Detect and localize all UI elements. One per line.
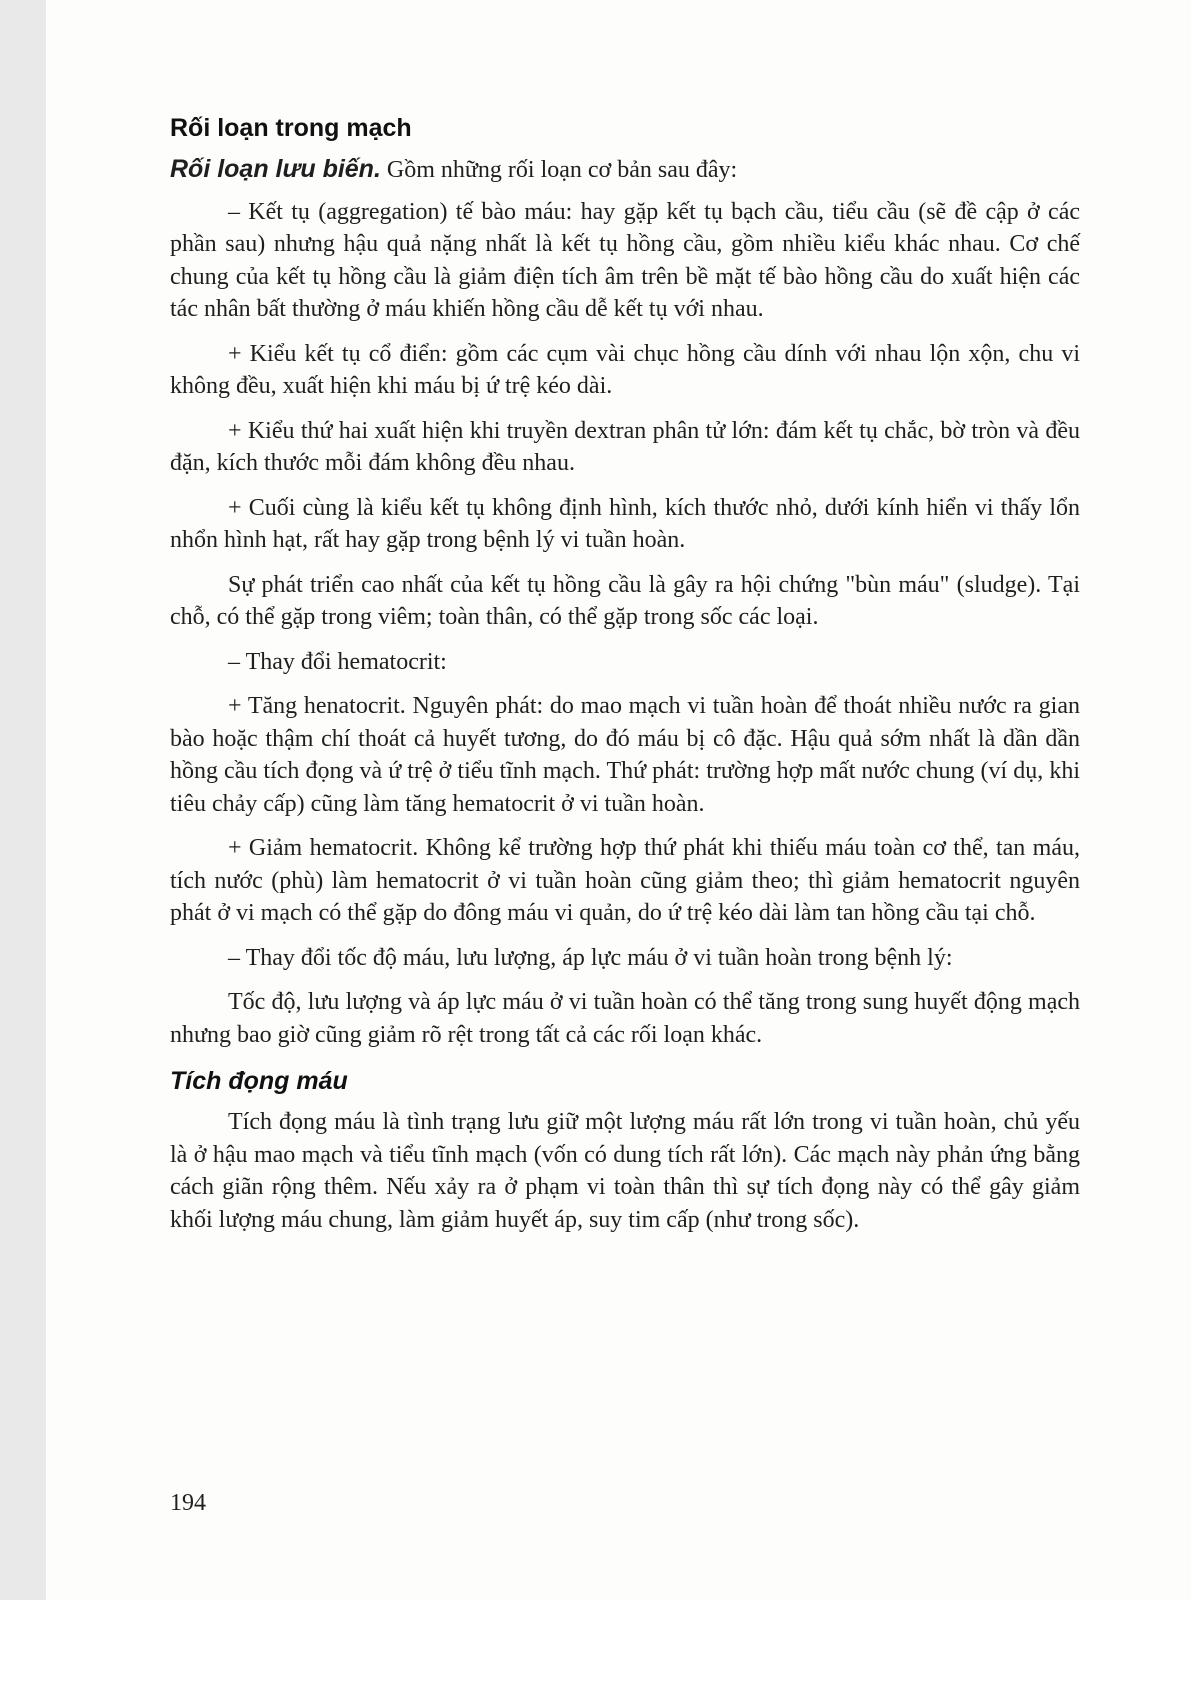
section2-heading: Tích đọng máu xyxy=(170,1067,348,1095)
page-body xyxy=(170,112,1080,1248)
section1-paragraphs xyxy=(170,196,1080,1052)
paragraph: + Kiểu kết tụ cổ điển: gồm các cụm vài chục hồng cầu dính với nhau lộn xộn, chu vi không đều, xuất hiện khi máu bị ứ trệ kéo dài. xyxy=(170,340,1080,399)
section1-lead xyxy=(170,153,1080,187)
page-number: 194 xyxy=(170,1490,206,1516)
paragraph: + Cuối cùng là kiểu kết tụ không định hình, kích thước nhỏ, dưới kính hiển vi thấy lổn nhổn hình hạt, rất hay gặp trong bệnh lý vi tuần hoàn. xyxy=(170,494,1080,553)
section2-paragraphs xyxy=(170,1106,1080,1236)
paragraph: + Giảm hematocrit. Không kể trường hợp thứ phát khi thiếu máu toàn cơ thể, tan máu, tích nước (phù) làm hematocrit ở vi tuần hoàn cũng giảm theo; thì giảm hematocrit nguyên phát ở vi mạch có thể gặp do đông máu vi quản, do ứ trệ kéo dài làm tan hồng cầu tại chỗ. xyxy=(170,835,1080,926)
paragraph: Tích đọng máu là tình trạng lưu giữ một lượng máu rất lớn trong vi tuần hoàn, chủ yếu là ở hậu mao mạch và tiểu tĩnh mạch (vốn có dung tích rất lớn). Các mạch này phản ứng bằng cách giãn rộng thêm. Nếu xảy ra ở phạm vi toàn thân thì sự tích đọng này có thể gây giảm khối lượng máu chung, làm giảm huyết áp, suy tim cấp (như trong sốc). xyxy=(170,1109,1080,1233)
bottom-margin xyxy=(0,1600,1191,1685)
paragraph: Sự phát triển cao nhất của kết tụ hồng cầu là gây ra hội chứng "bùn máu" (sludge). Tại chỗ, có thể gặp trong viêm; toàn thân, có thể gặp trong sốc các loại. xyxy=(170,571,1080,630)
section1-intro: Gồm những rối loạn cơ bản sau đây: xyxy=(380,157,738,183)
page-gutter xyxy=(0,0,46,1600)
paragraph: + Kiểu thứ hai xuất hiện khi truyền dextran phân tử lớn: đám kết tụ chắc, bờ tròn và đều đặn, kích thước mỗi đám không đều nhau. xyxy=(170,417,1080,476)
paragraph: – Kết tụ (aggregation) tế bào máu: hay gặp kết tụ bạch cầu, tiểu cầu (sẽ đề cập ở các phần sau) nhưng hậu quả nặng nhất là kết tụ hồng cầu, gồm nhiều kiểu khác nhau. Cơ chế chung của kết tụ hồng cầu là giảm điện tích âm trên bề mặt tế bào hồng cầu do xuất hiện các tác nhân bất thường ở máu khiến hồng cầu dễ kết tụ với nhau. xyxy=(170,198,1080,322)
paragraph: – Thay đổi tốc độ máu, lưu lượng, áp lực máu ở vi tuần hoàn trong bệnh lý: xyxy=(228,944,953,971)
paragraph: Tốc độ, lưu lượng và áp lực máu ở vi tuần hoàn có thể tăng trong sung huyết động mạch nhưng bao giờ cũng giảm rõ rệt trong tất cả các rối loạn khác. xyxy=(170,989,1080,1048)
section1-title: Rối loạn lưu biến. xyxy=(170,155,381,183)
paragraph: + Tăng henatocrit. Nguyên phát: do mao mạch vi tuần hoàn để thoát nhiều nước ra gian bào hoặc thậm chí thoát cả huyết tương, do đó máu bị cô đặc. Hậu quả sớm nhất là dần dần hồng cầu tích đọng và ứ trệ ở tiểu tĩnh mạch. Thứ phát: trường hợp mất nước chung (ví dụ, khi tiêu chảy cấp) cũng làm tăng hematocrit ở vi tuần hoàn. xyxy=(170,693,1080,817)
section-heading: Rối loạn trong mạch xyxy=(170,114,412,142)
paragraph: – Thay đổi hematocrit: xyxy=(228,648,447,675)
